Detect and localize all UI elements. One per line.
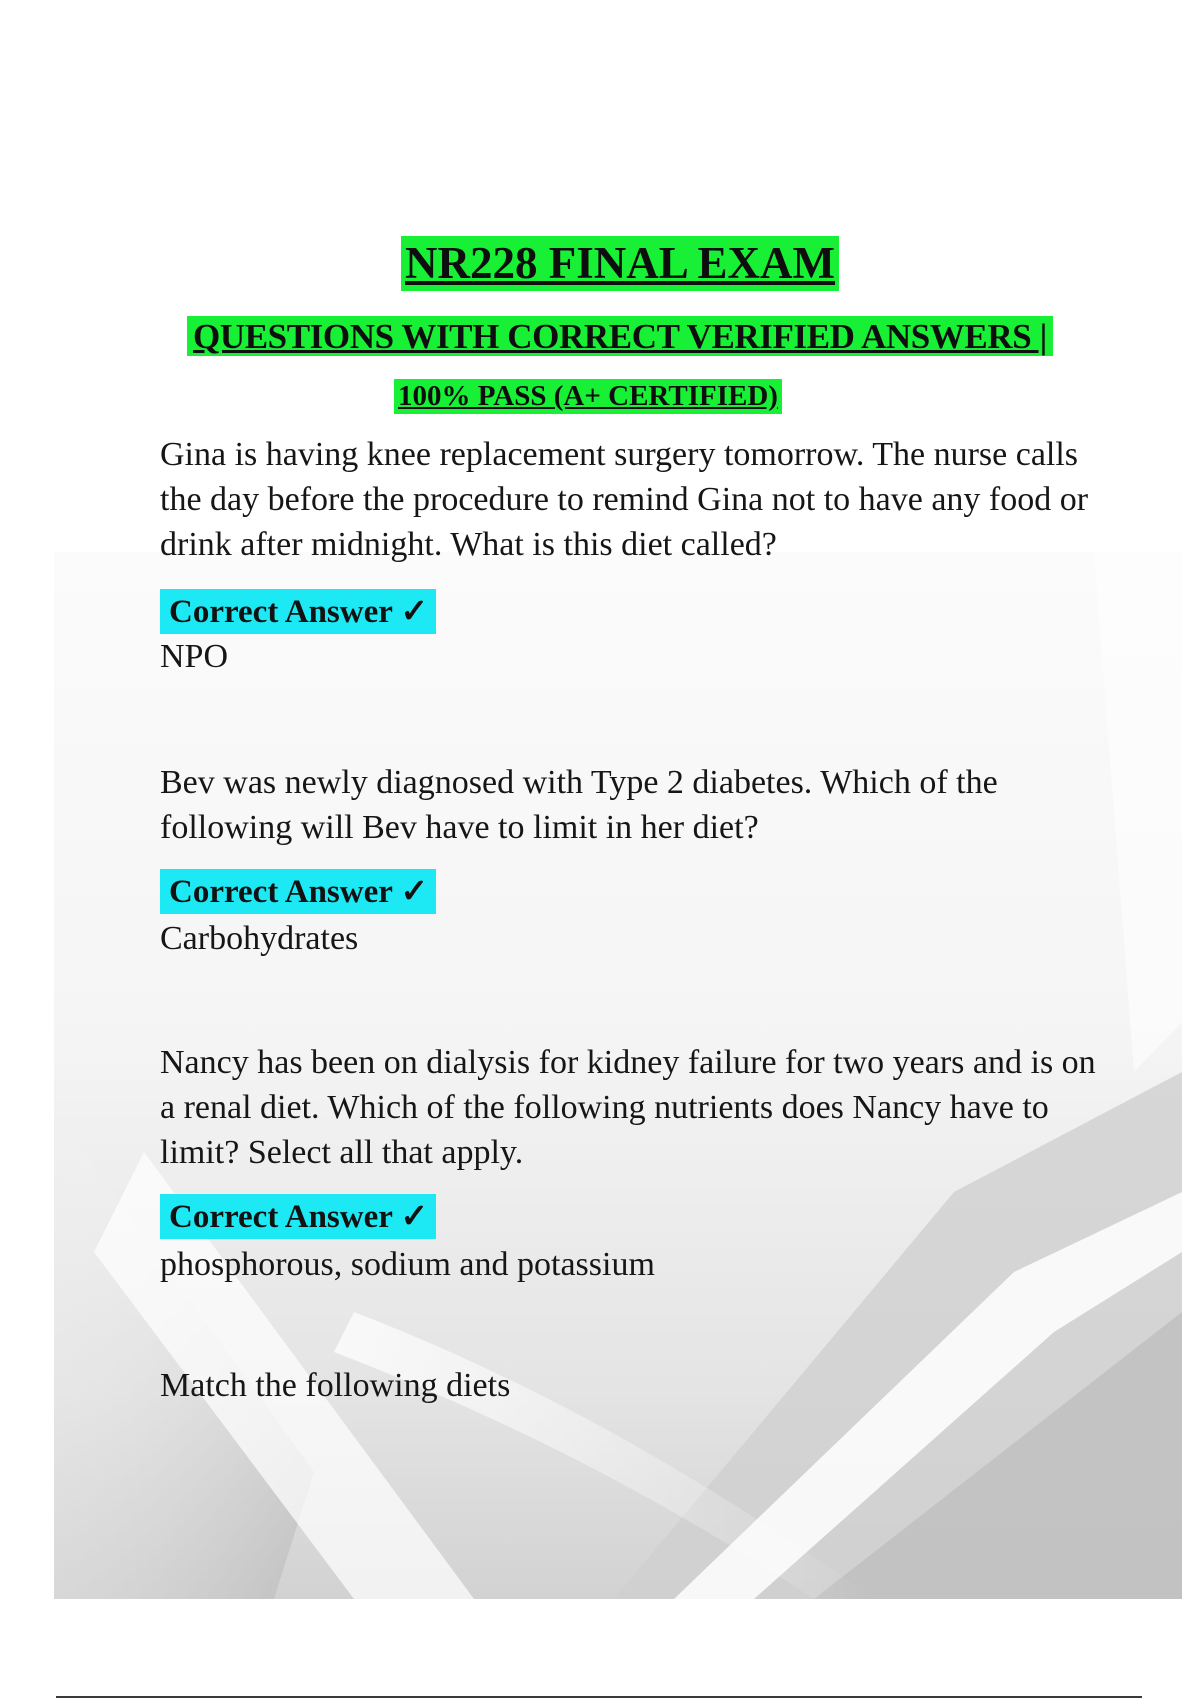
correct-answer-badge-2: Correct Answer ✓ — [160, 869, 436, 914]
question-2-text: Bev was newly diagnosed with Type 2 diabetes. Which of the following will Bev have to limit in her diet? — [160, 764, 998, 846]
exam-subtitle-line1: QUESTIONS WITH CORRECT VERIFIED ANSWERS | — [187, 316, 1053, 356]
correct-answer-badge-1: Correct Answer ✓ — [160, 589, 436, 634]
exam-title: NR228 FINAL EXAM — [401, 236, 839, 291]
answer-3-text: phosphorous, sodium and potassium — [160, 1246, 655, 1283]
footer-divider — [56, 1696, 1142, 1698]
correct-answer-badge-3: Correct Answer ✓ — [160, 1194, 436, 1239]
question-3-text: Nancy has been on dialysis for kidney failure for two years and is on a renal diet. Which of the following nutrients does Nancy have to limit? Select all that apply. — [160, 1044, 1096, 1171]
answer-1-text: NPO — [160, 638, 229, 675]
answer-2-text: Carbohydrates — [160, 920, 359, 957]
question-1-text: Gina is having knee replacement surgery tomorrow. The nurse calls the day before the procedure to remind Gina not to have any food or drink after midnight. What is this diet called? — [160, 436, 1089, 563]
question-4-text: Match the following diets — [160, 1367, 511, 1404]
exam-subtitle-line2: 100% PASS (A+ CERTIFIED) — [394, 379, 782, 414]
